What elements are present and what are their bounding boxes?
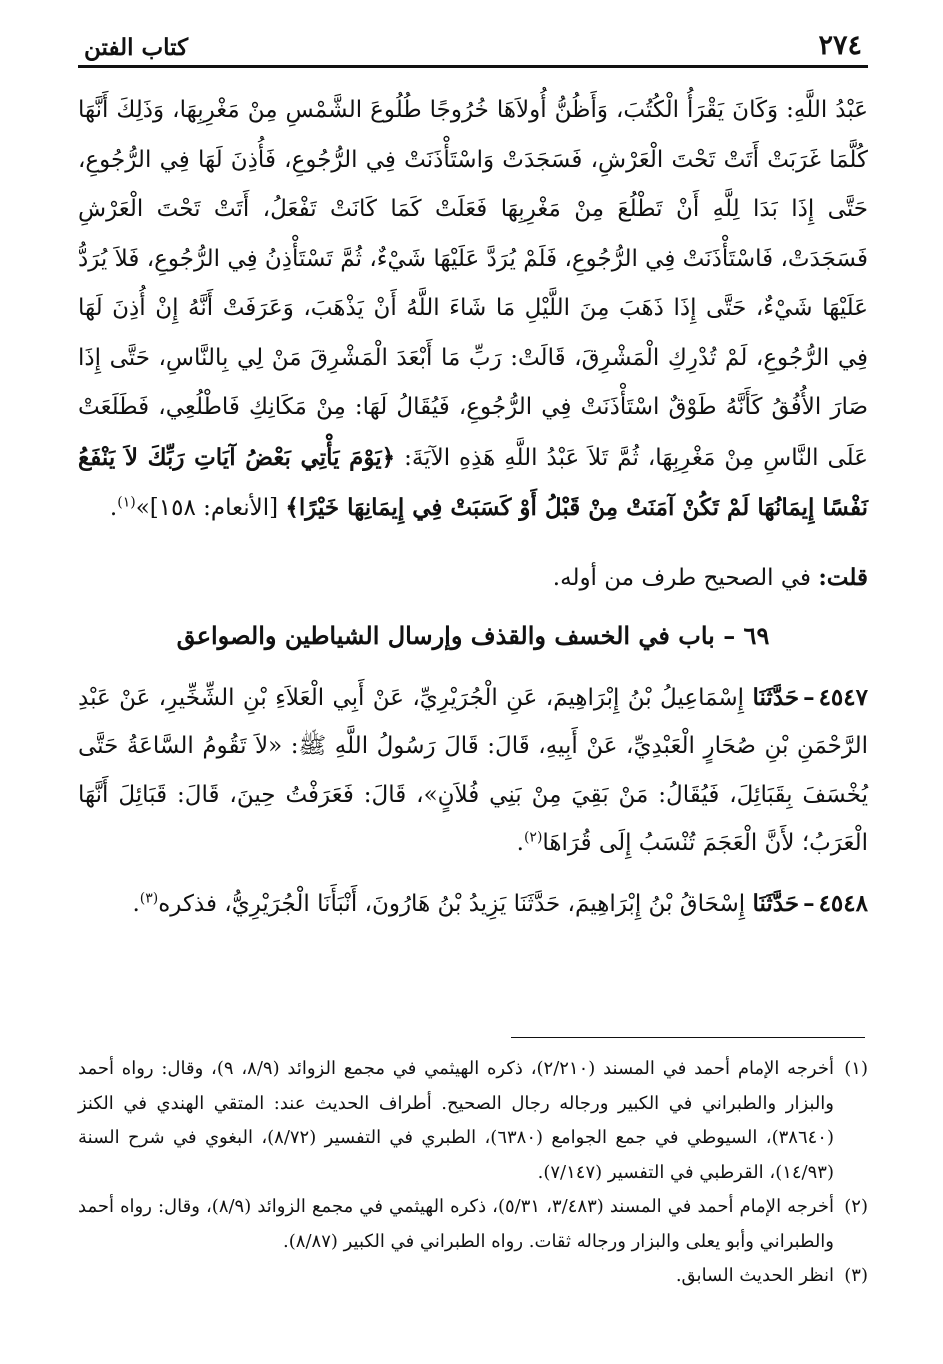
footnote-number: (٣) — [844, 1265, 868, 1286]
hadith-number: ٤٥٤٧ — [818, 683, 868, 711]
hadith-entry — [78, 674, 868, 868]
main-paragraph — [78, 86, 868, 534]
closing-punctuation: . — [132, 890, 140, 917]
verse-reference: [الأنعام: ١٥٨]» — [135, 495, 279, 521]
footnote-number: (٢) — [844, 1196, 868, 1217]
closing-punctuation: . — [109, 495, 118, 521]
quran-verse: ﴿يَوْمَ يَأْتِي بَعْضُ آيَاتِ رَبِّكَ لاَ يَنْفَعُ نَفْسًا إِيمَانُهَا لَمْ تَكُنْ آمَنَتْ مِنْ قَبْلُ أَوْ كَسَبَتْ فِي إِيمَانِهَا خَيْرًا﴾ — [78, 443, 868, 521]
footnote-text: انظر الحديث السابق. — [675, 1265, 834, 1286]
footnote-mark: (١) — [117, 494, 136, 511]
remark-line — [78, 554, 868, 602]
hadith-text: إِسْمَاعِيلُ بْنُ إِبْرَاهِيمَ، عَنِ الْجُرَيْرِيِّ، عَنْ أَبِي الْعَلاَءِ بْنِ الشِّخِّيرِ، عَنْ عَبْدِ الرَّحْمَنِ بْنِ صُحَارٍ الْعَبْدِيِّ، عَنْ أَبِيهِ، قَالَ: قَالَ رَسُولُ اللَّهِ ﷺ: «لاَ تَقُومُ السَّاعَةُ حَتَّى يُخْسَفَ بِقَبَائِلَ، فَيُقَالُ: مَنْ بَقِيَ مِنْ بَنِي فُلاَنٍ»، قَالَ: فَعَرَفْتُ حِينَ، قَالَ: قَبَائِلَ أَنَّهَا الْعَرَبُ؛ لأَنَّ الْعَجَمَ تُنْسَبُ إِلَى قُرَاهَا — [78, 684, 868, 856]
remark-text: في الصحيح طرف من أوله. — [552, 564, 811, 591]
footnote-number: (١) — [844, 1058, 868, 1079]
hadith-opener: حَدَّثَنَا — [752, 889, 800, 917]
footnote-text: أخرجه الإمام أحمد في المسند (٢/٢١٠)، ذكره الهيثمي في مجمع الزوائد (٨/٩، ٩)، وقال: رواه أحمد والبزار والطبراني في الكبير ورجاله رجال الصحيح. أطراف الحديث عند: المتقي الهندي في الكنز (٣٨٦٤٠)، السيوطي في جمع الجوامع (٦٣٨٠)، الطبري في التفسير (٨/٧٢)، البغوي في شرح السنة (١٤/٩٣)، القرطبي في التفسير (٧/١٤٧). — [78, 1058, 834, 1183]
footnote-mark: (٣) — [139, 889, 159, 906]
footnotes-section — [78, 1052, 868, 1294]
footnote — [78, 1052, 868, 1190]
hadith-dash: – — [803, 889, 815, 917]
footnote — [78, 1259, 868, 1294]
footnote-mark: (٢) — [523, 829, 543, 846]
footnote — [78, 1190, 868, 1259]
closing-punctuation: . — [516, 830, 524, 856]
book-title: كتاب الفتن — [84, 34, 189, 61]
hadith-dash: – — [803, 683, 815, 711]
remark-label: قلت: — [818, 563, 868, 591]
paragraph-text: عَبْدُ اللَّهِ: وَكَانَ يَقْرَأُ الْكُتُبَ، وَأَظُنُّ أُولاَهَا خُرُوجًا طُلُوعَ الشَّمْسِ مِنْ مَغْرِبِهَا، وَذَلِكَ أَنَّهَا كُلَّمَا غَرَبَتْ أَتَتْ تَحْتَ الْعَرْشِ، فَسَجَدَتْ وَاسْتَأْذَنَتْ فِي الرُّجُوعِ، فَأُذِنَ لَهَا فِي الرُّجُوعِ، حَتَّى إِذَا بَدَا لِلَّهِ أَنْ تَطْلُعَ مِنْ مَغْرِبِهَا فَعَلَتْ كَمَا كَانَتْ تَفْعَلُ، أَتَتْ تَحْتَ الْعَرْشِ فَسَجَدَتْ، فَاسْتَأْذَنَتْ فِي الرُّجُوعِ، فَلَمْ يُرَدَّ عَلَيْهَا شَيْءٌ، ثُمَّ تَسْتَأْذِنُ فِي الرُّجُوعِ، فَلاَ يُرَدُّ عَلَيْهَا شَيْءٌ، حَتَّى إِذَا ذَهَبَ مِنَ اللَّيْلِ مَا شَاءَ اللَّهُ أَنْ يَذْهَبَ، وَعَرَفَتْ أَنَّهُ إِنْ أُذِنَ لَهَا فِي الرُّجُوعِ، لَمْ تُدْرِكِ الْمَشْرِقَ، قَالَتْ: رَبِّ مَا أَبْعَدَ الْمَشْرِقَ مَنْ لِي بِالنَّاسِ، حَتَّى إِذَا صَارَ الأُفُقُ كَأَنَّهُ طَوْقٌ اسْتَأْذَنَتْ فِي الرُّجُوعِ، فَيُقَالُ لَهَا: مِنْ مَكَانِكِ فَاطْلُعِي، فَطَلَعَتْ عَلَى النَّاسِ مِنْ مَغْرِبِهَا، ثُمَّ تَلاَ عَبْدُ اللَّهِ هَذِهِ الآيَةَ: — [78, 97, 868, 471]
hadith-text: إِسْحَاقُ بْنُ إِبْرَاهِيمَ، حَدَّثَنَا يَزِيدُ بْنُ هَارُونَ، أَنْبَأَنَا الْجُرَيْرِيُّ، فذكره — [158, 890, 746, 917]
hadith-number: ٤٥٤٨ — [818, 889, 868, 917]
chapter-heading: ٦٩ – باب في الخسف والقذف وإرسال الشياطين والصواعق — [176, 620, 770, 650]
page-body — [78, 20, 868, 928]
footnote-text: أخرجه الإمام أحمد في المسند (٣/٤٨٣، ٥/٣١)، ذكره الهيثمي في مجمع الزوائد (٨/٩)، وقال: رواه أحمد والطبراني وأبو يعلى والبزار ورجاله ثقات. رواه الطبراني في الكبير (٨/٨٧). — [78, 1196, 834, 1252]
footnote-divider — [511, 1037, 865, 1038]
hadith-opener: حَدَّثَنَا — [752, 683, 800, 711]
page-header — [78, 20, 868, 68]
page-number: ٢٧٤ — [818, 30, 862, 61]
hadith-entry — [78, 880, 868, 929]
